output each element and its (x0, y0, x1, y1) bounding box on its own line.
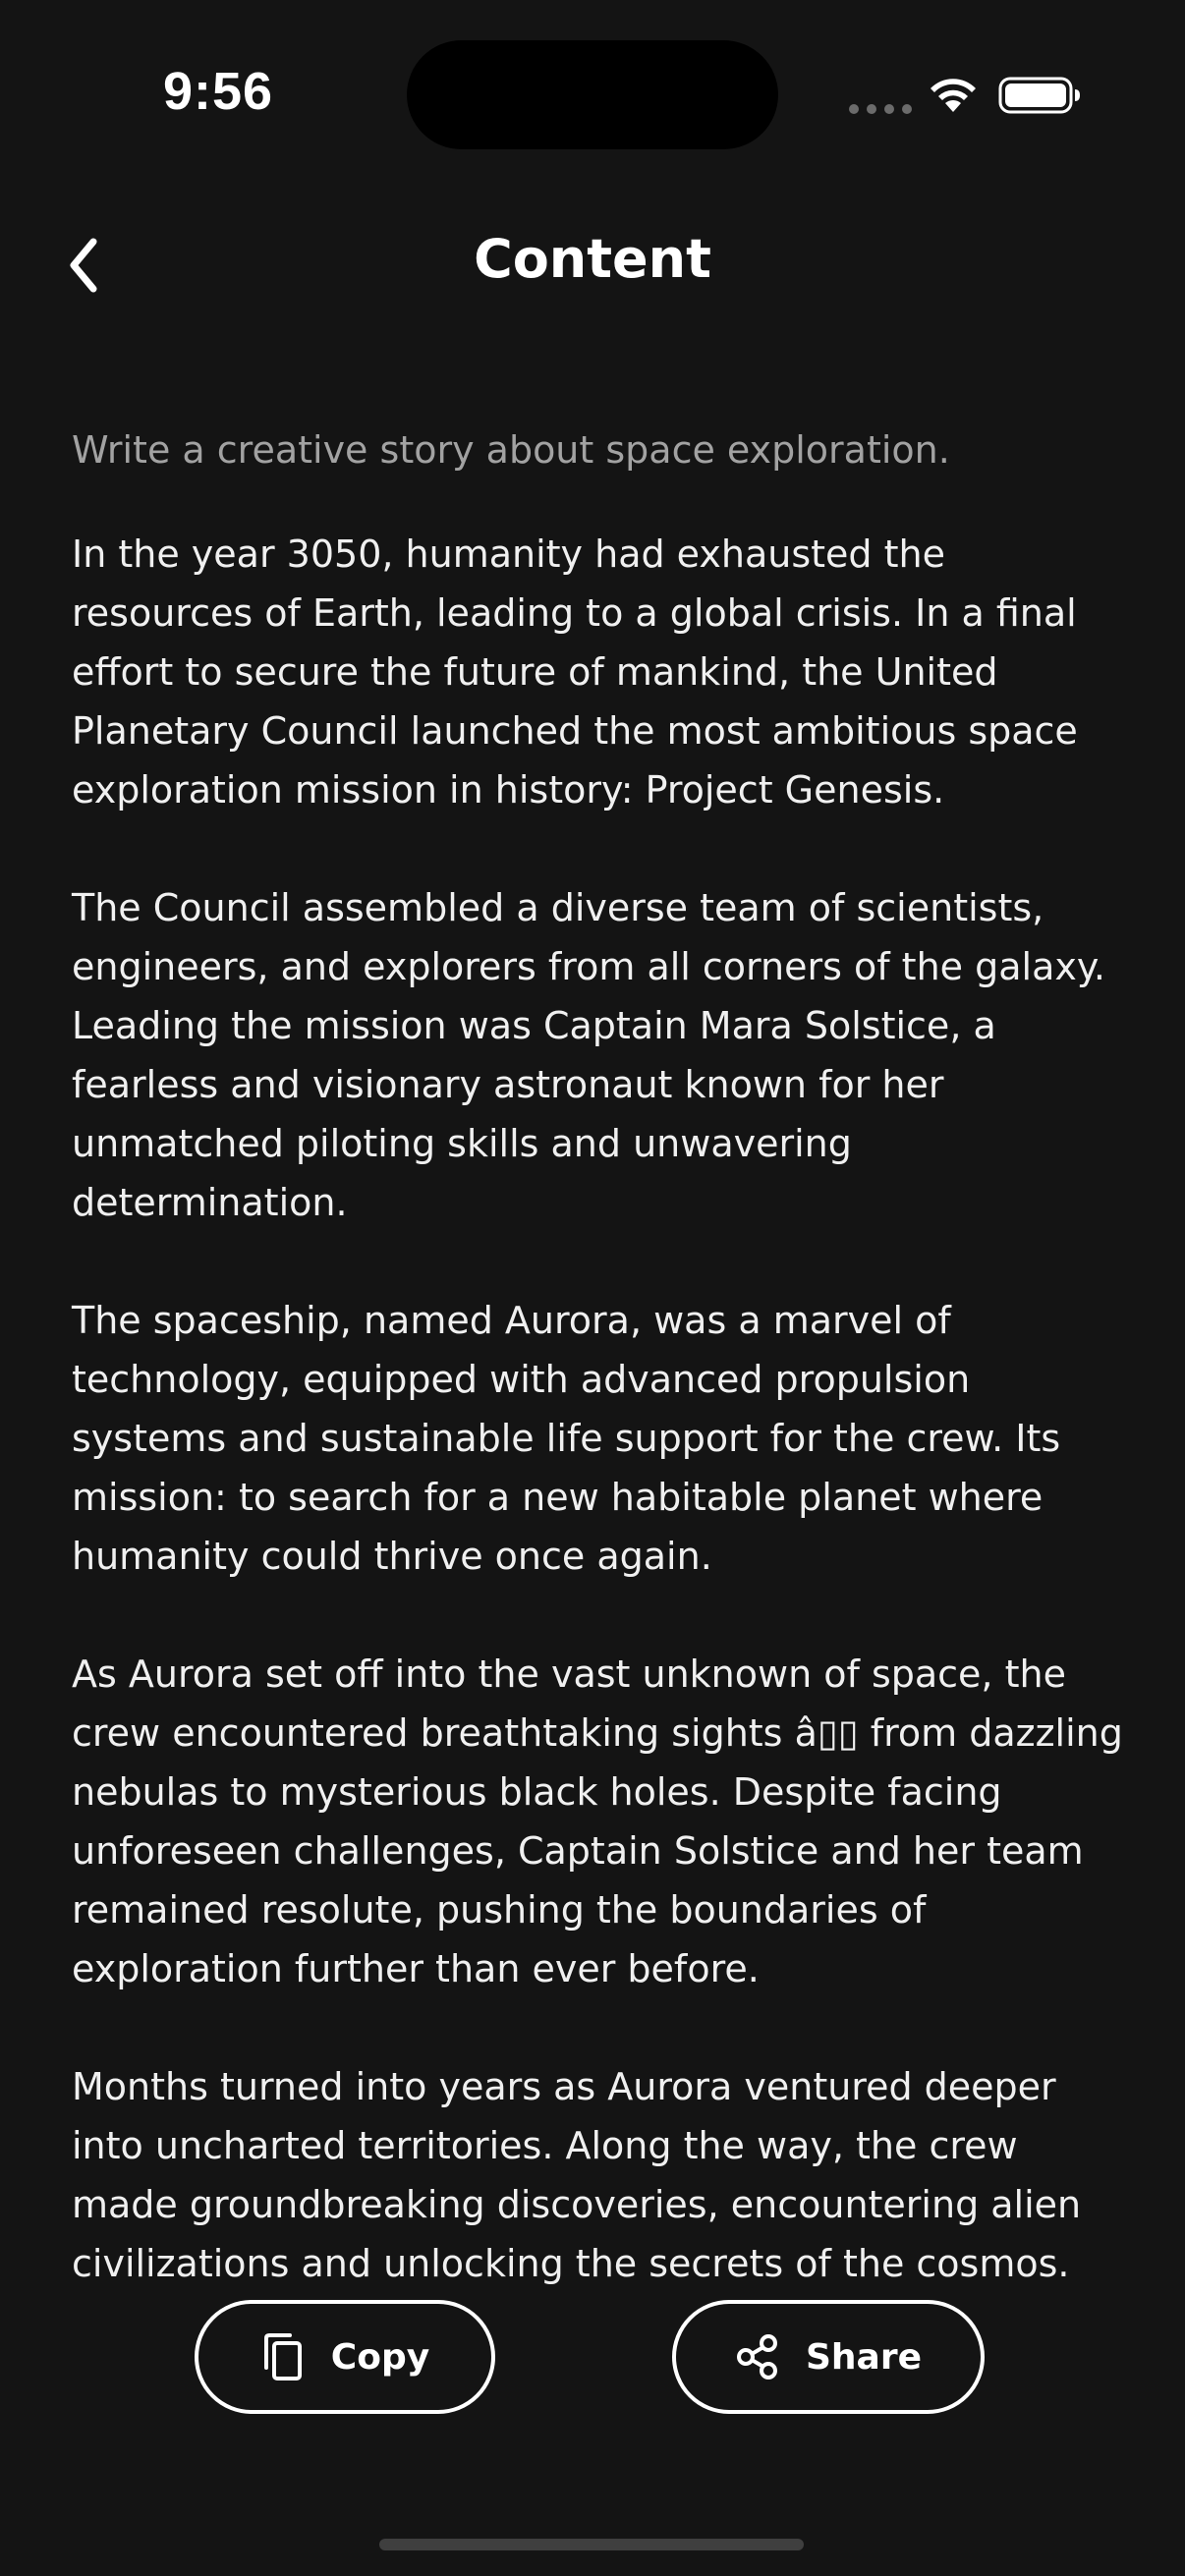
share-label: Share (805, 2336, 923, 2378)
prompt-text: Write a creative story about space exploration. (72, 428, 950, 472)
copy-button[interactable] (195, 2300, 495, 2414)
share-icon (735, 2332, 780, 2381)
copy-icon (260, 2332, 306, 2381)
story-content[interactable] (72, 525, 1128, 2285)
share-button[interactable] (672, 2300, 985, 2414)
wifi-icon (928, 73, 979, 114)
story-paragraph: As Aurora set off into the vast unknown of space, the crew encountered breathtaking sights â▯▯ from dazzling nebulas to mysterious black holes. Despite facing unforeseen challenges, Captain Solstice and her team remained resolute, pushing the boundaries of exploration further than ever before. (72, 1652, 1123, 1990)
battery-icon (998, 77, 1081, 114)
story-paragraph: The Council assembled a diverse team of scientists, engineers, and explorers from all corners of the galaxy. Leading the mission was Captain Mara Solstice, a fearless and visionary astronaut known for her unmatched piloting skills and unwavering determination. (72, 886, 1106, 1224)
cellular-signal-icon (849, 104, 912, 114)
status-time: 9:56 (163, 62, 274, 121)
story-paragraph: Months turned into years as Aurora ventured deeper into uncharted territories. Along the way, the crew made groundbreaking discoveries, encountering alien civilizations and unlocking the secrets of the cosmos. (72, 2065, 1082, 2285)
status-bar (0, 0, 1185, 187)
home-indicator[interactable] (379, 2539, 804, 2550)
story-paragraph: The spaceship, named Aurora, was a marvel of technology, equipped with advanced propulsion systems and sustainable life support for the crew. Its mission: to search for a new habitable planet where humanity could thrive once again. (72, 1299, 1061, 1578)
story-paragraph: In the year 3050, humanity had exhausted the resources of Earth, leading to a global crisis. In a final effort to secure the future of mankind, the United Planetary Council launched the most ambitious space exploration mission in history: Project Genesis. (72, 532, 1078, 812)
dynamic-island (407, 40, 778, 149)
copy-label: Copy (330, 2336, 430, 2378)
page-title: Content (474, 228, 711, 290)
